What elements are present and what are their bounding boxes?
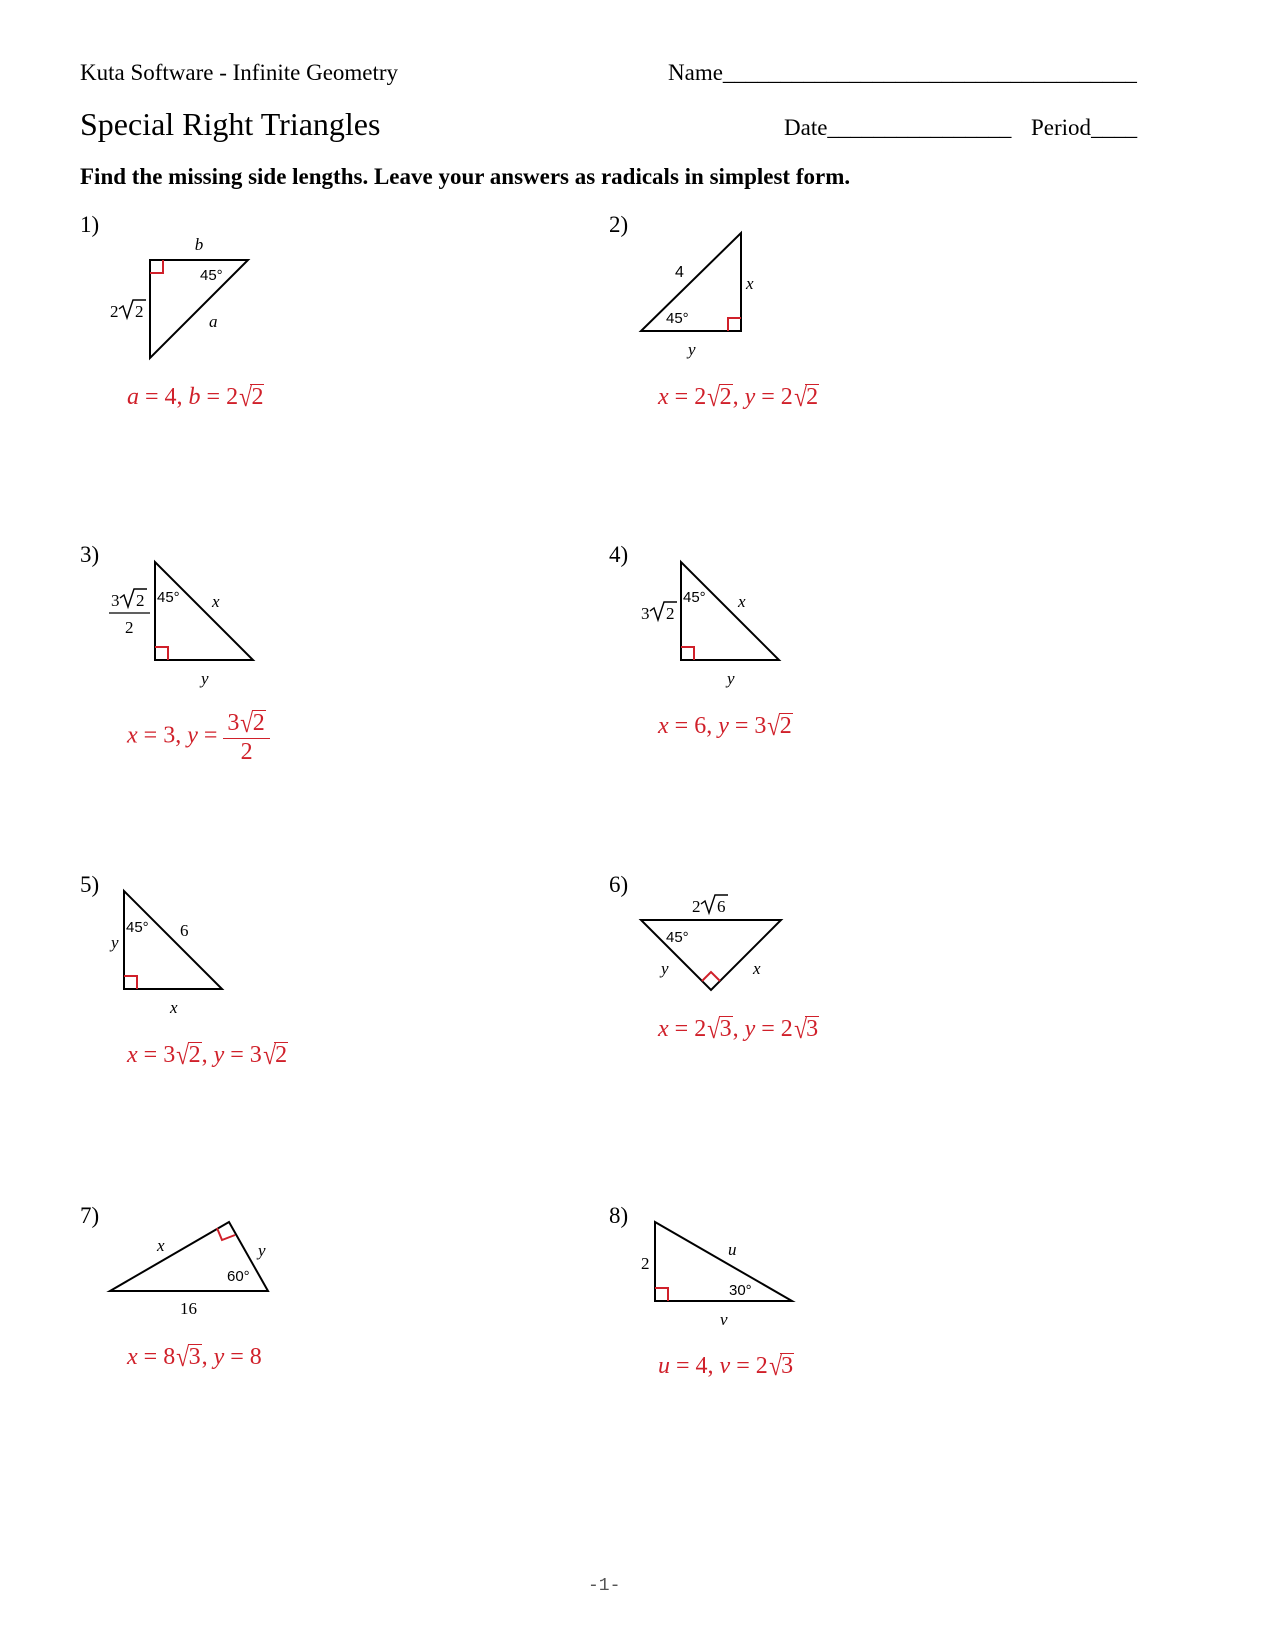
problem-2-answer: x = 2√2, y = 2√2 — [658, 382, 819, 413]
label-y: y — [688, 340, 696, 359]
problem-8-answer: u = 4, v = 2√3 — [658, 1351, 794, 1382]
label-b: b — [194, 235, 204, 254]
triangle — [641, 233, 741, 331]
name-blank: ____________________________________ — [722, 60, 1137, 85]
triangle — [124, 891, 222, 989]
label-x: x — [753, 959, 761, 978]
problem-1-number: 1) — [80, 212, 100, 237]
side-label: 2 — [641, 1254, 650, 1273]
angle-label: 45° — [200, 267, 223, 284]
problem-5-answer: x = 3√2, y = 3√2 — [127, 1040, 288, 1071]
problem-7-answer: x = 8√3, y = 8 — [127, 1342, 262, 1373]
label-v: v — [720, 1310, 728, 1329]
problem-7-number: 7) — [80, 1203, 100, 1228]
label-y: y — [258, 1241, 266, 1260]
label-x: x — [157, 1236, 165, 1255]
side-coef: 2 — [110, 302, 119, 321]
angle-label: 60° — [227, 1268, 250, 1285]
page-number: -1- — [588, 1576, 621, 1596]
period-field[interactable] — [1031, 115, 1137, 141]
angle-label: 30° — [729, 1282, 752, 1299]
name-label: Name — [668, 60, 723, 85]
right-angle-mark — [702, 972, 720, 981]
period-blank: ____ — [1091, 115, 1138, 140]
label-x: x — [746, 274, 754, 293]
date-label: Date — [784, 115, 828, 140]
side-rad: 2 — [666, 604, 675, 623]
side-coef: 3 — [641, 604, 650, 623]
angle-label: 45° — [683, 589, 706, 606]
base-label: 16 — [180, 1299, 197, 1318]
problem-6-number: 6) — [609, 872, 629, 897]
hyp-label: 6 — [180, 921, 189, 940]
right-angle-mark — [155, 647, 168, 660]
label-a: a — [209, 312, 218, 331]
label-y: y — [727, 669, 735, 688]
date-blank: ________________ — [827, 115, 1012, 140]
label-y: y — [661, 959, 669, 978]
instructions: Find the missing side lengths. Leave your answers as radicals in simplest form. — [80, 164, 851, 189]
problem-5-number: 5) — [80, 872, 100, 897]
period-label: Period — [1031, 115, 1092, 140]
angle-label: 45° — [126, 919, 149, 936]
label-y: y — [201, 669, 209, 688]
right-angle-mark — [681, 647, 694, 660]
problem-3-answer: x = 3, y = $\frac{3√2}{2}$ — [127, 706, 270, 766]
problem-1-answer: a = 4, b = 2√2 — [127, 382, 264, 413]
date-field[interactable] — [784, 115, 1011, 141]
publisher-label: Kuta Software - Infinite Geometry — [80, 60, 399, 85]
side-rad: 2 — [135, 302, 144, 321]
label-y: y — [111, 933, 119, 952]
angle-label: 45° — [666, 310, 689, 327]
angle-label: 45° — [666, 929, 689, 946]
right-angle-mark — [150, 260, 163, 273]
problem-4-answer: x = 6, y = 3√2 — [658, 711, 792, 742]
triangle — [681, 562, 779, 660]
top-coef: 2 — [692, 897, 701, 916]
side-rad: 2 — [136, 591, 145, 610]
problem-8-number: 8) — [609, 1203, 629, 1228]
right-angle-mark — [655, 1288, 668, 1301]
page-title: Special Right Triangles — [80, 106, 381, 142]
triangle — [150, 260, 248, 358]
name-field[interactable] — [668, 60, 1137, 86]
problem-3-number: 3) — [80, 542, 100, 567]
label-x: x — [738, 592, 746, 611]
problem-6-answer: x = 2√3, y = 2√3 — [658, 1014, 819, 1045]
label-u: u — [728, 1240, 737, 1259]
problem-4-number: 4) — [609, 542, 629, 567]
label-x: x — [212, 592, 220, 611]
triangle — [155, 562, 253, 660]
hyp-label: 4 — [675, 264, 684, 281]
angle-label: 45° — [157, 589, 180, 606]
triangle — [641, 920, 781, 990]
right-angle-mark — [728, 318, 741, 331]
label-x: x — [170, 998, 178, 1017]
side-coef: 3 — [111, 591, 120, 610]
side-den: 2 — [125, 618, 134, 637]
problem-2-number: 2) — [609, 212, 629, 237]
triangle — [655, 1222, 792, 1301]
top-rad: 6 — [717, 897, 726, 916]
right-angle-mark — [124, 976, 137, 989]
